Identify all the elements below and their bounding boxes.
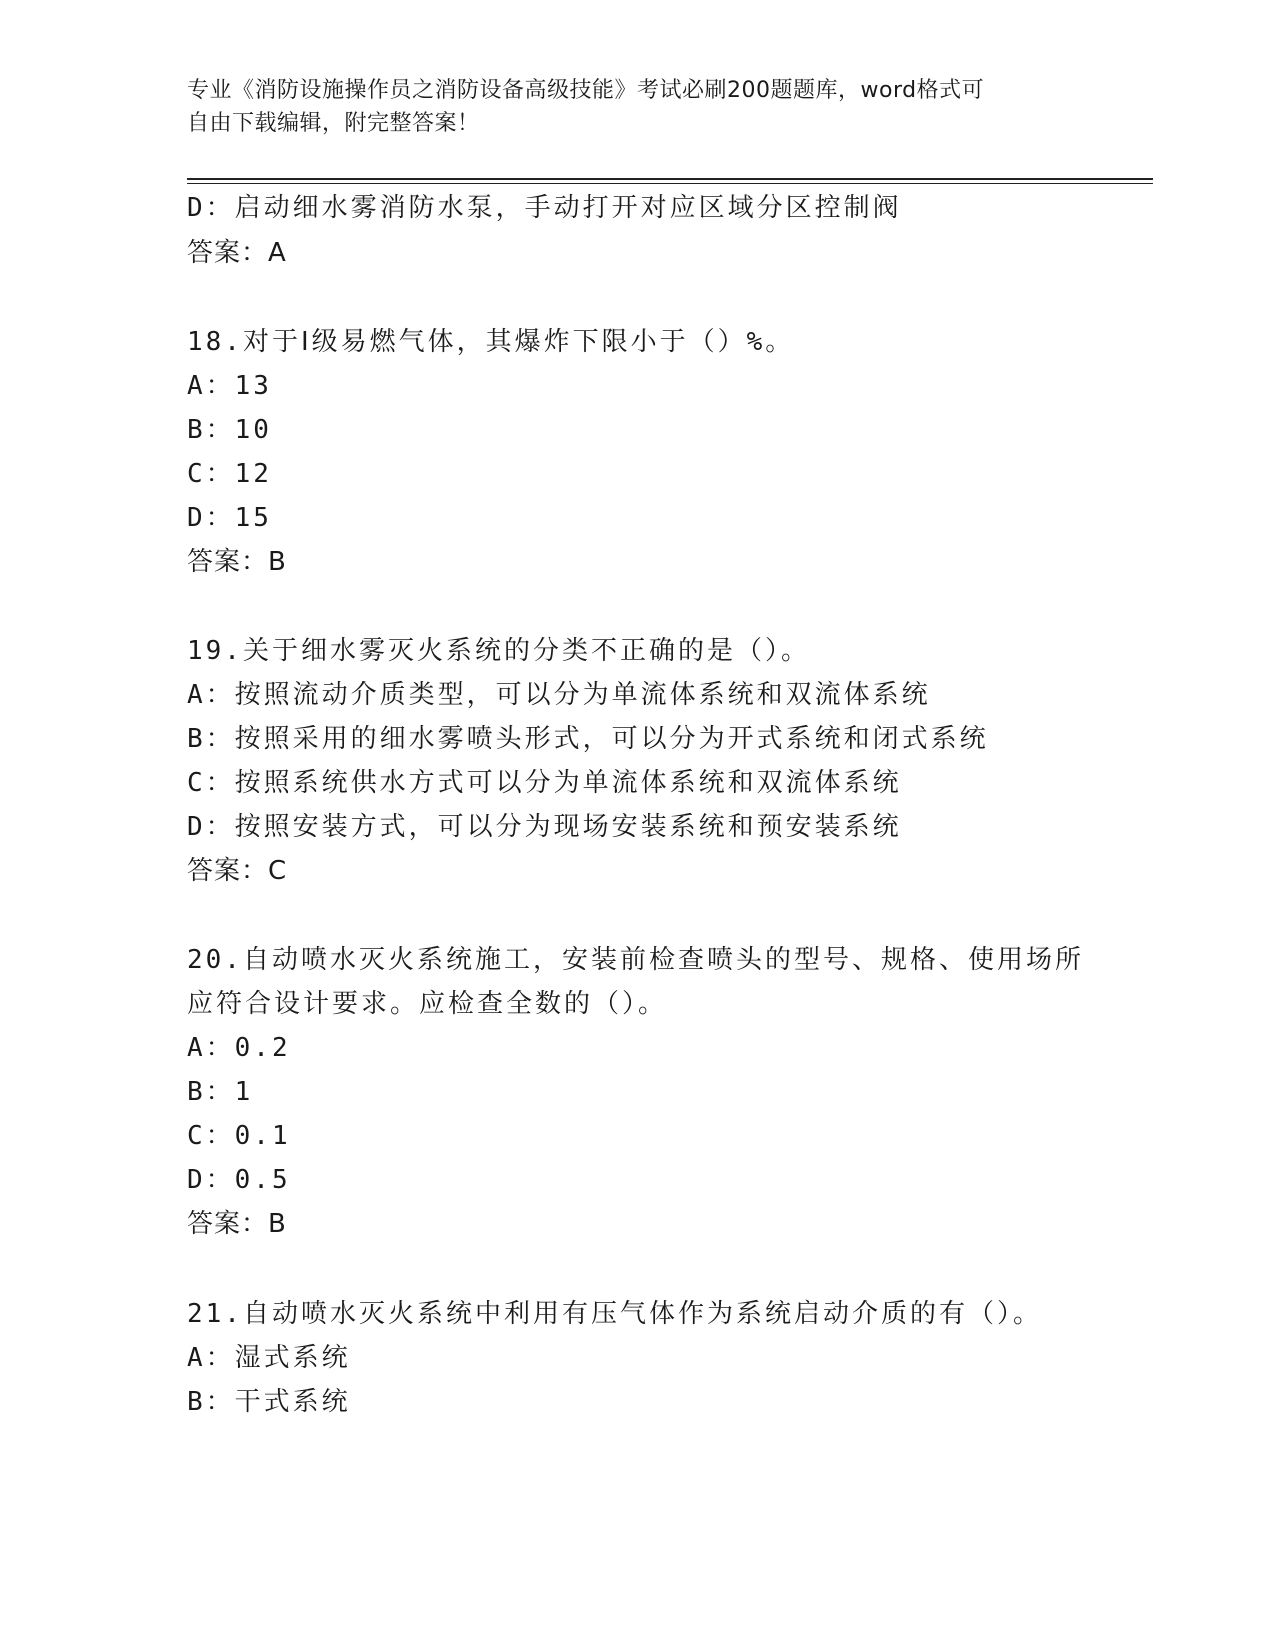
q20-option-b: B：1 [187, 1077, 254, 1107]
q19-question: 19.关于细水雾灭火系统的分类不正确的是（）。 [187, 636, 810, 666]
header-line-1: 专业《消防设施操作员之消防设备高级技能》考试必刷200题题库，word格式可 [187, 78, 985, 103]
q19-option-d: D：按照安装方式，可以分为现场安装系统和预安装系统 [187, 812, 902, 842]
q20-question-line-2: 应符合设计要求。应检查全数的（）。 [187, 989, 668, 1019]
q19-answer: 答案：C [187, 856, 288, 886]
q21-question: 21.自动喷水灭火系统中利用有压气体作为系统启动介质的有（）。 [187, 1299, 1042, 1329]
q20-question-line-1: 20.自动喷水灭火系统施工，安装前检查喷头的型号、规格、使用场所 [187, 945, 1084, 975]
prev-answer: 答案：A [187, 238, 287, 268]
q20-option-d: D：0.5 [187, 1165, 291, 1195]
q19-option-c: C：按照系统供水方式可以分为单流体系统和双流体系统 [187, 768, 902, 798]
header-divider-thin [187, 183, 1153, 184]
q19-option-a: A：按照流动介质类型，可以分为单流体系统和双流体系统 [187, 680, 931, 710]
document-header [187, 74, 1067, 140]
q21-option-b: B：干式系统 [187, 1387, 351, 1417]
header-divider-thick [187, 178, 1153, 180]
q18-option-d: D：15 [187, 503, 272, 533]
header-line-2: 自由下载编辑，附完整答案！ [187, 111, 480, 136]
q20-answer: 答案：B [187, 1209, 287, 1239]
prev-option-d: D：启动细水雾消防水泵，手动打开对应区域分区控制阀 [187, 193, 902, 223]
q18-option-a: A：13 [187, 371, 272, 401]
q18-answer: 答案：B [187, 547, 287, 577]
q20-option-a: A：0.2 [187, 1033, 291, 1063]
q18-option-b: B：10 [187, 415, 272, 445]
q21-option-a: A：湿式系统 [187, 1343, 351, 1373]
q20-option-c: C：0.1 [187, 1121, 291, 1151]
q19-option-b: B：按照采用的细水雾喷头形式，可以分为开式系统和闭式系统 [187, 724, 989, 754]
q18-question: 18.对于Ⅰ级易燃气体，其爆炸下限小于（）%。 [187, 327, 795, 357]
q18-option-c: C：12 [187, 459, 272, 489]
